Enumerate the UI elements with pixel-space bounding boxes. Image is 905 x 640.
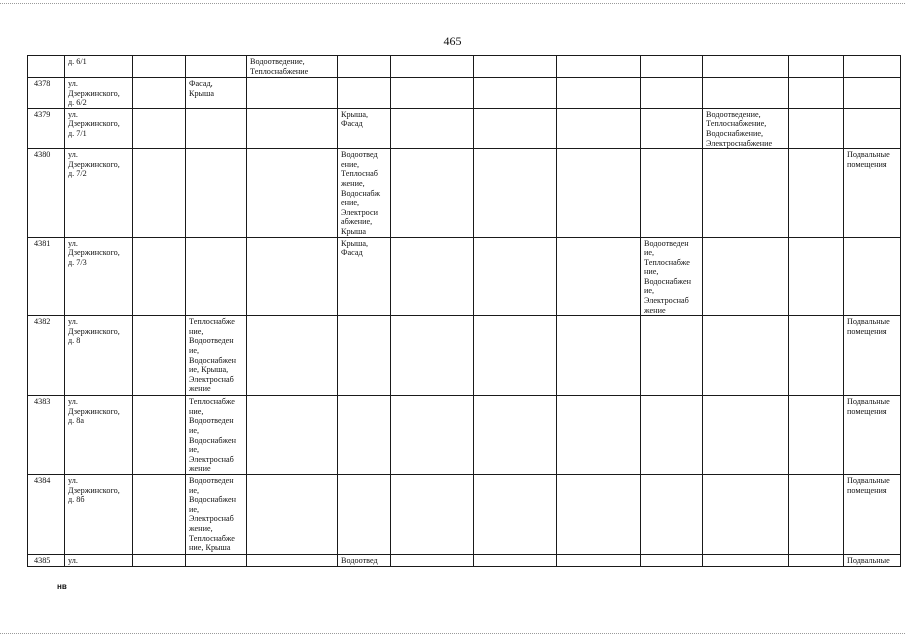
table-cell: [247, 237, 338, 316]
table-cell: [186, 56, 247, 78]
table-row: [28, 316, 901, 396]
table-cell: [65, 316, 133, 396]
cell-text: Подвальные помещения: [847, 476, 890, 495]
table-cell: [247, 555, 338, 567]
table-cell: [65, 149, 133, 237]
table-cell: [133, 108, 186, 148]
cell-text: Водоотведение, Теплоснабжение, Водоснабжение, Электроснабжение: [706, 109, 773, 148]
table-cell: [844, 316, 901, 396]
table-cell: [474, 108, 557, 148]
table-cell: [65, 237, 133, 316]
table-cell: [65, 555, 133, 567]
table-row: [28, 475, 901, 555]
row-number-cell: [28, 475, 65, 555]
table-cell: [186, 78, 247, 109]
cell-text: Подвальные помещения: [847, 317, 890, 336]
row-number-cell: [28, 108, 65, 148]
table-cell: [186, 396, 247, 475]
cell-text: ул.: [68, 556, 78, 565]
table-cell: [844, 108, 901, 148]
table-cell: [338, 316, 391, 396]
table-cell: [641, 316, 703, 396]
table-cell: [703, 237, 789, 316]
table-cell: [844, 149, 901, 237]
table-cell: [391, 78, 474, 109]
table-cell: [391, 475, 474, 555]
table-cell: [65, 78, 133, 109]
cell-text: ул. Дзержинского, д. 7/1: [68, 109, 120, 138]
cell-text: ул. Дзержинского, д. 8а: [68, 397, 120, 426]
cell-text: Водоотведен ие, Водоснабжен ие, Электроснаб жение, Теплоснабже ние, Крыша: [189, 476, 236, 553]
table-cell: [247, 78, 338, 109]
row-number: 4382: [34, 317, 51, 327]
table-cell: [133, 475, 186, 555]
table-cell: [641, 78, 703, 109]
table-cell: [391, 316, 474, 396]
table-row: [28, 108, 901, 148]
row-number-cell: [28, 78, 65, 109]
table-cell: [844, 396, 901, 475]
cell-text: Фасад, Крыша: [189, 79, 214, 98]
row-number-cell: [28, 149, 65, 237]
table-cell: [186, 316, 247, 396]
table-cell: [641, 555, 703, 567]
table-cell: [186, 475, 247, 555]
table-cell: [844, 475, 901, 555]
page-number: 465: [443, 34, 462, 48]
table-cell: [65, 56, 133, 78]
table-row: [28, 149, 901, 237]
table-cell: [557, 316, 641, 396]
row-number-cell: [28, 237, 65, 316]
scan-edge-bottom: [0, 633, 905, 634]
cell-text: Теплоснабже ние, Водоотведен ие, Водоснабжен ие, Крыша, Электроснаб жение: [189, 317, 236, 394]
table-cell: [641, 149, 703, 237]
cell-text: ул. Дзержинского, д. 7/3: [68, 238, 120, 267]
table-cell: [474, 78, 557, 109]
table-cell: [338, 56, 391, 78]
table-cell: [789, 56, 844, 78]
table-cell: [247, 396, 338, 475]
table-cell: [789, 316, 844, 396]
row-number-cell: [28, 396, 65, 475]
row-number: 4381: [34, 238, 51, 248]
table-row: [28, 555, 901, 567]
table-cell: [641, 475, 703, 555]
table-cell: [641, 108, 703, 148]
table-cell: [391, 149, 474, 237]
table-cell: [557, 149, 641, 237]
table-cell: [557, 237, 641, 316]
table-cell: [789, 108, 844, 148]
table-cell: [65, 396, 133, 475]
table-cell: [65, 475, 133, 555]
row-number-cell: [28, 555, 65, 567]
table-cell: [391, 555, 474, 567]
table-cell: [474, 56, 557, 78]
table-cell: [133, 237, 186, 316]
cell-text: Крыша, Фасад: [341, 238, 369, 258]
row-number: 4385: [34, 556, 51, 565]
table-cell: [557, 475, 641, 555]
table-cell: [133, 316, 186, 396]
table-cell: [338, 78, 391, 109]
table-row: [28, 396, 901, 475]
table-cell: [789, 555, 844, 567]
cell-text: ул. Дзержинского, д. 8: [68, 317, 120, 346]
table-cell: [474, 475, 557, 555]
row-number: 4378: [34, 79, 51, 88]
footer-mark: нв: [57, 582, 67, 591]
table-cell: [338, 108, 391, 148]
table-cell: [391, 396, 474, 475]
table-cell: [133, 78, 186, 109]
table-cell: [557, 56, 641, 78]
cell-text: ул. Дзержинского, д. 6/2: [68, 79, 120, 108]
table-cell: [186, 237, 247, 316]
table-cell: [557, 396, 641, 475]
cell-text: ул. Дзержинского, д. 8б: [68, 476, 120, 505]
table-cell: [641, 396, 703, 475]
repair-schedule-table: [27, 55, 901, 567]
table-row: [28, 56, 901, 78]
cell-text: Теплоснабже ние, Водоотведен ие, Водоснабжен ие, Электроснаб жение: [189, 397, 236, 474]
table-cell: [789, 237, 844, 316]
table-cell: [703, 555, 789, 567]
cell-text: Крыша, Фасад: [341, 109, 369, 129]
table-cell: [703, 316, 789, 396]
table-cell: [789, 396, 844, 475]
table-cell: [844, 555, 901, 567]
table-cell: [844, 237, 901, 316]
table-cell: [474, 316, 557, 396]
table-cell: [133, 149, 186, 237]
table-cell: [338, 237, 391, 316]
cell-text: Водоотведен ие, Теплоснабже ние, Водоснабжен ие, Электроснаб жение: [644, 238, 691, 315]
table-cell: [391, 56, 474, 78]
cell-text: Подвальные помещения: [847, 150, 890, 169]
row-number: 4379: [34, 109, 51, 119]
table-cell: [338, 475, 391, 555]
table-cell: [474, 149, 557, 237]
cell-text: ул. Дзержинского, д. 7/2: [68, 150, 120, 179]
table-cell: [186, 149, 247, 237]
table-cell: [474, 396, 557, 475]
table-cell: [247, 149, 338, 237]
row-number: 4384: [34, 476, 51, 485]
table-cell: [391, 108, 474, 148]
table-cell: [557, 555, 641, 567]
table-row: [28, 237, 901, 316]
table-cell: [789, 475, 844, 555]
table-cell: [789, 78, 844, 109]
table-cell: [338, 149, 391, 237]
table-cell: [391, 237, 474, 316]
table-cell: [703, 108, 789, 148]
table-cell: [641, 56, 703, 78]
row-number: 4383: [34, 397, 51, 407]
cell-text: Водоотвед: [341, 556, 378, 565]
table-cell: [133, 56, 186, 78]
table-cell: [247, 475, 338, 555]
table-cell: [247, 56, 338, 78]
cell-text: Подвальные: [847, 556, 890, 565]
table-cell: [844, 56, 901, 78]
table-cell: [703, 396, 789, 475]
table-row: [28, 78, 901, 109]
table-cell: [133, 555, 186, 567]
table-cell: [65, 108, 133, 148]
table-cell: [247, 108, 338, 148]
table-cell: [338, 555, 391, 567]
table-cell: [474, 555, 557, 567]
table-cell: [703, 78, 789, 109]
table-cell: [338, 396, 391, 475]
cell-text: д. 6/1: [68, 57, 87, 66]
row-number-cell: [28, 316, 65, 396]
table-cell: [641, 237, 703, 316]
table-cell: [557, 78, 641, 109]
cell-text: Водоотвед ение, Теплоснаб жение, Водоснабж ение, Электроси абжение, Крыша: [341, 150, 381, 236]
cell-text: Подвальные помещения: [847, 397, 890, 416]
table-cell: [703, 149, 789, 237]
table-cell: [789, 149, 844, 237]
table-cell: [474, 237, 557, 316]
table-cell: [186, 108, 247, 148]
row-number: 4380: [34, 150, 51, 160]
table-cell: [186, 555, 247, 567]
table-cell: [133, 396, 186, 475]
table-cell: [703, 475, 789, 555]
row-number-cell: [28, 56, 65, 78]
table-cell: [844, 78, 901, 109]
table-cell: [247, 316, 338, 396]
table-cell: [557, 108, 641, 148]
scan-edge-top: [0, 3, 905, 4]
cell-text: Водоотведение, Теплоснабжение: [250, 57, 309, 76]
table-cell: [703, 56, 789, 78]
